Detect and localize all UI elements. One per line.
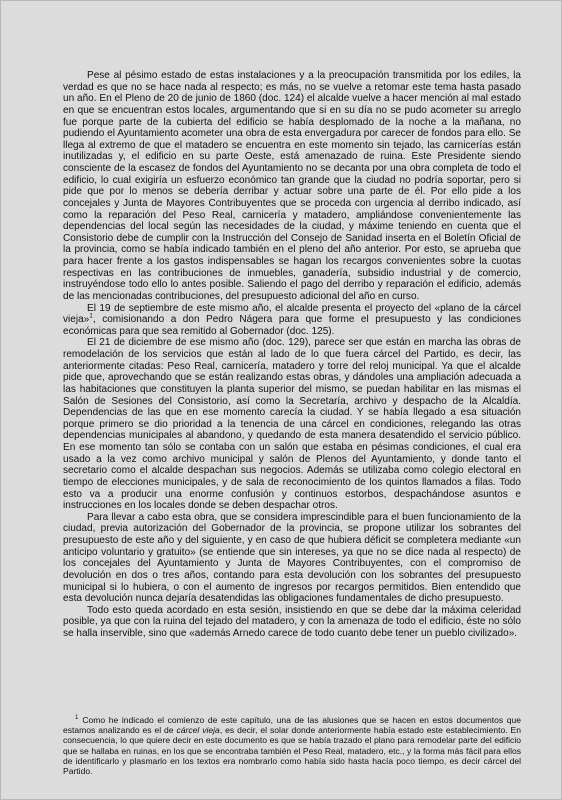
paragraph-3: [63, 337, 521, 511]
footnote-emphasis: cárcel vieja: [176, 725, 220, 736]
footnote-section: [63, 715, 521, 776]
footnote-reference[interactable]: 1: [89, 312, 93, 320]
footnote-text-end: , es decir, el solar donde anteriormente había estado este establecimiento. En consecuencia, lo que quiere decir en este documento es que se había trazado el plano para remodelar parte del edificio que se hallaba en ruinas, en los que se encontraba también el Peso Real, matadero, etc., y la forma más fácil para ellos de identificarlo y plasmarlo en los textos era nombrarlo como había sido hasta hacía poco tiempo, es decir cárcel del Partido.: [63, 725, 521, 777]
body-text: [63, 70, 521, 640]
paragraph-3-text: El 21 de diciembre de ese mismo año (doc. 129), parece ser que están en marcha las obras de remodelación de los servicios que están al lado de lo que fuera cárcel del Partido, es decir, las anteriormente citadas: Peso Real, carnicería, matadero y torre del reloj municipal. Ya que el alcalde pide que, aprovechando que se están realizando estas obras, y dándoles una ampliación adecuada a las habitaciones que constituyen la planta superior del mismo, se puedan habilitar en las mismas el Salón de Sesiones del Consistorio, así como la Secretaría, archivo y despacho de la Alcaldía. Dependencias de las que en ese momento carecía la ciudad. Y se había llegado a esa situación porque primero se dio prioridad a la tenencia de una cárcel en condiciones, relegando las otras dependencias municipales al abandono, y quedando de esta manera desatendido el servicio público. En ese momento tan sólo se contaba con un salón que estaba en pésimas condiciones, el cual era usado a la vez como archivo municipal y salón de Plenos del Ayuntamiento, y donde tanto el secretario como el alcalde despachan sus negocios. Además se utilizaba como colegio electoral en tiempo de elecciones municipales, y de sala de reconocimiento de los quintos llamados a filas. Todo esto va a producir una enorme confusión y continuos estorbos, despachándose asuntos e instrucciones en los locales donde se deben despachar otros.: [63, 337, 521, 512]
footnote-marker: 1: [75, 715, 79, 722]
paragraph-2: [63, 303, 521, 338]
paragraph-5: [63, 605, 521, 640]
paragraph-5-text: Todo esto queda acordado en esta sesión, insistiendo en que se debe dar la máxima celeridad posible, ya que con la ruina del tejado del matadero, y con la amenaza de todo el edificio, éste no sólo se halla inservible, sino que «además Arnedo carece de todo cuanto debe tener un pueblo civilizado».: [63, 604, 521, 639]
paragraph-1: [63, 70, 521, 303]
paragraph-4-text: Para llevar a cabo esta obra, que se considera imprescindible para el buen funcionamiento de la ciudad, previa autorización del Gobernador de la provincia, se propone utilizar los sobrantes del presupuesto de este año y del siguiente, y en caso de que hubiera déficit se completera mediante «un anticipo voluntario y gratuito» (se entiende que sin intereses, ya que no se dice nada al respecto) de los concejales del Ayuntamiento y Junta de Mayores Contribuyentes, con el compromiso de devolución en dos o tres años, contando para esta devolución con los sobrantes del presupuesto municipal si lo hubiera, o con el aumento de ingresos por recargos permitidos. Bien entendido que esta devolución nunca dejaría desatendidas las obligaciones fundamentales de dicho presupuesto.: [63, 511, 521, 605]
paragraph-2-text-end: , comisionando a don Pedro Nágera para que forme el presupuesto y las condiciones económicas para que sea remitido al Gobernador (doc. 125).: [63, 314, 521, 337]
footnote-1: [63, 715, 521, 776]
footnote-text-start: Como he indicado el comienzo de este capítulo, una de las alusiones que se hacen en estos documentos que estamos analizando es el de: [63, 715, 521, 736]
paragraph-1-text: Pese al pésimo estado de estas instalaciones y a la preocupación transmitida por los ediles, la verdad es que no se hace nada al respecto; es más, no se vuelve a retomar este tema hasta pasado un año. En el Pleno de 20 de junio de 1860 (doc. 124) el alcalde vuelve a hacer mención al mal estado en que se encuentran estos locales, argumentando que si en su día no se pudo acometer su arreglo fue porque parte de la cubierta del edificio se había desplomado de la noche a la mañana, no pudiendo el Ayuntamiento acometer una obra de esta envergadura por carecer de fondos para ello. Se llega al extremo de que el matadero se encuentra en este momento sin tejado, las carnicerías están inutilizadas y, el edificio en su parte Oeste, está amenazado de ruina. Este Presidente siendo consciente de la escasez de fondos del Ayuntamiento no se decanta por una obra completa de todo el edificio, lo cual exigiría un esfuerzo económico tan grande que la ciudad no podría soportar, pero si pide que por lo menos se debería derribar y actuar sobre una parte de él. Por ello pide a los concejales y Junta de Mayores Contribuyentes que se proceda con urgencia al derribo indicado, así como la reparación del Peso Real, carnicería y matadero, ampliándose convenientemente las dependencias del local según las necesidades de la ciudad, y máxime teniendo en cuenta que el Consistorio debe de cumplir con la Instrucción del Consejo de Sanidad inserta en el Boletín Oficial de la provincia, como se había indicado también en el pleno del año anterior. Por esto, se aprueba que para hacer frente a los gastos indispensables se hagan los recargos convenientes sobre la cuotas respectivas en las contribuciones de inmuebles, ganadería, subsidio industrial y de comercio, instruyéndose todo ello lo antes posible. Saliendo el pago del derribo y reparación el edificio, además de las mencionadas contribuciones, del presupuesto adicional del año en curso.: [63, 70, 521, 302]
paragraph-4: [63, 512, 521, 605]
paragraph-2-text-start: El 19 de septiembre de este mismo año, el alcalde presenta el proyecto del «plano de la cárcel vieja»: [63, 302, 521, 326]
